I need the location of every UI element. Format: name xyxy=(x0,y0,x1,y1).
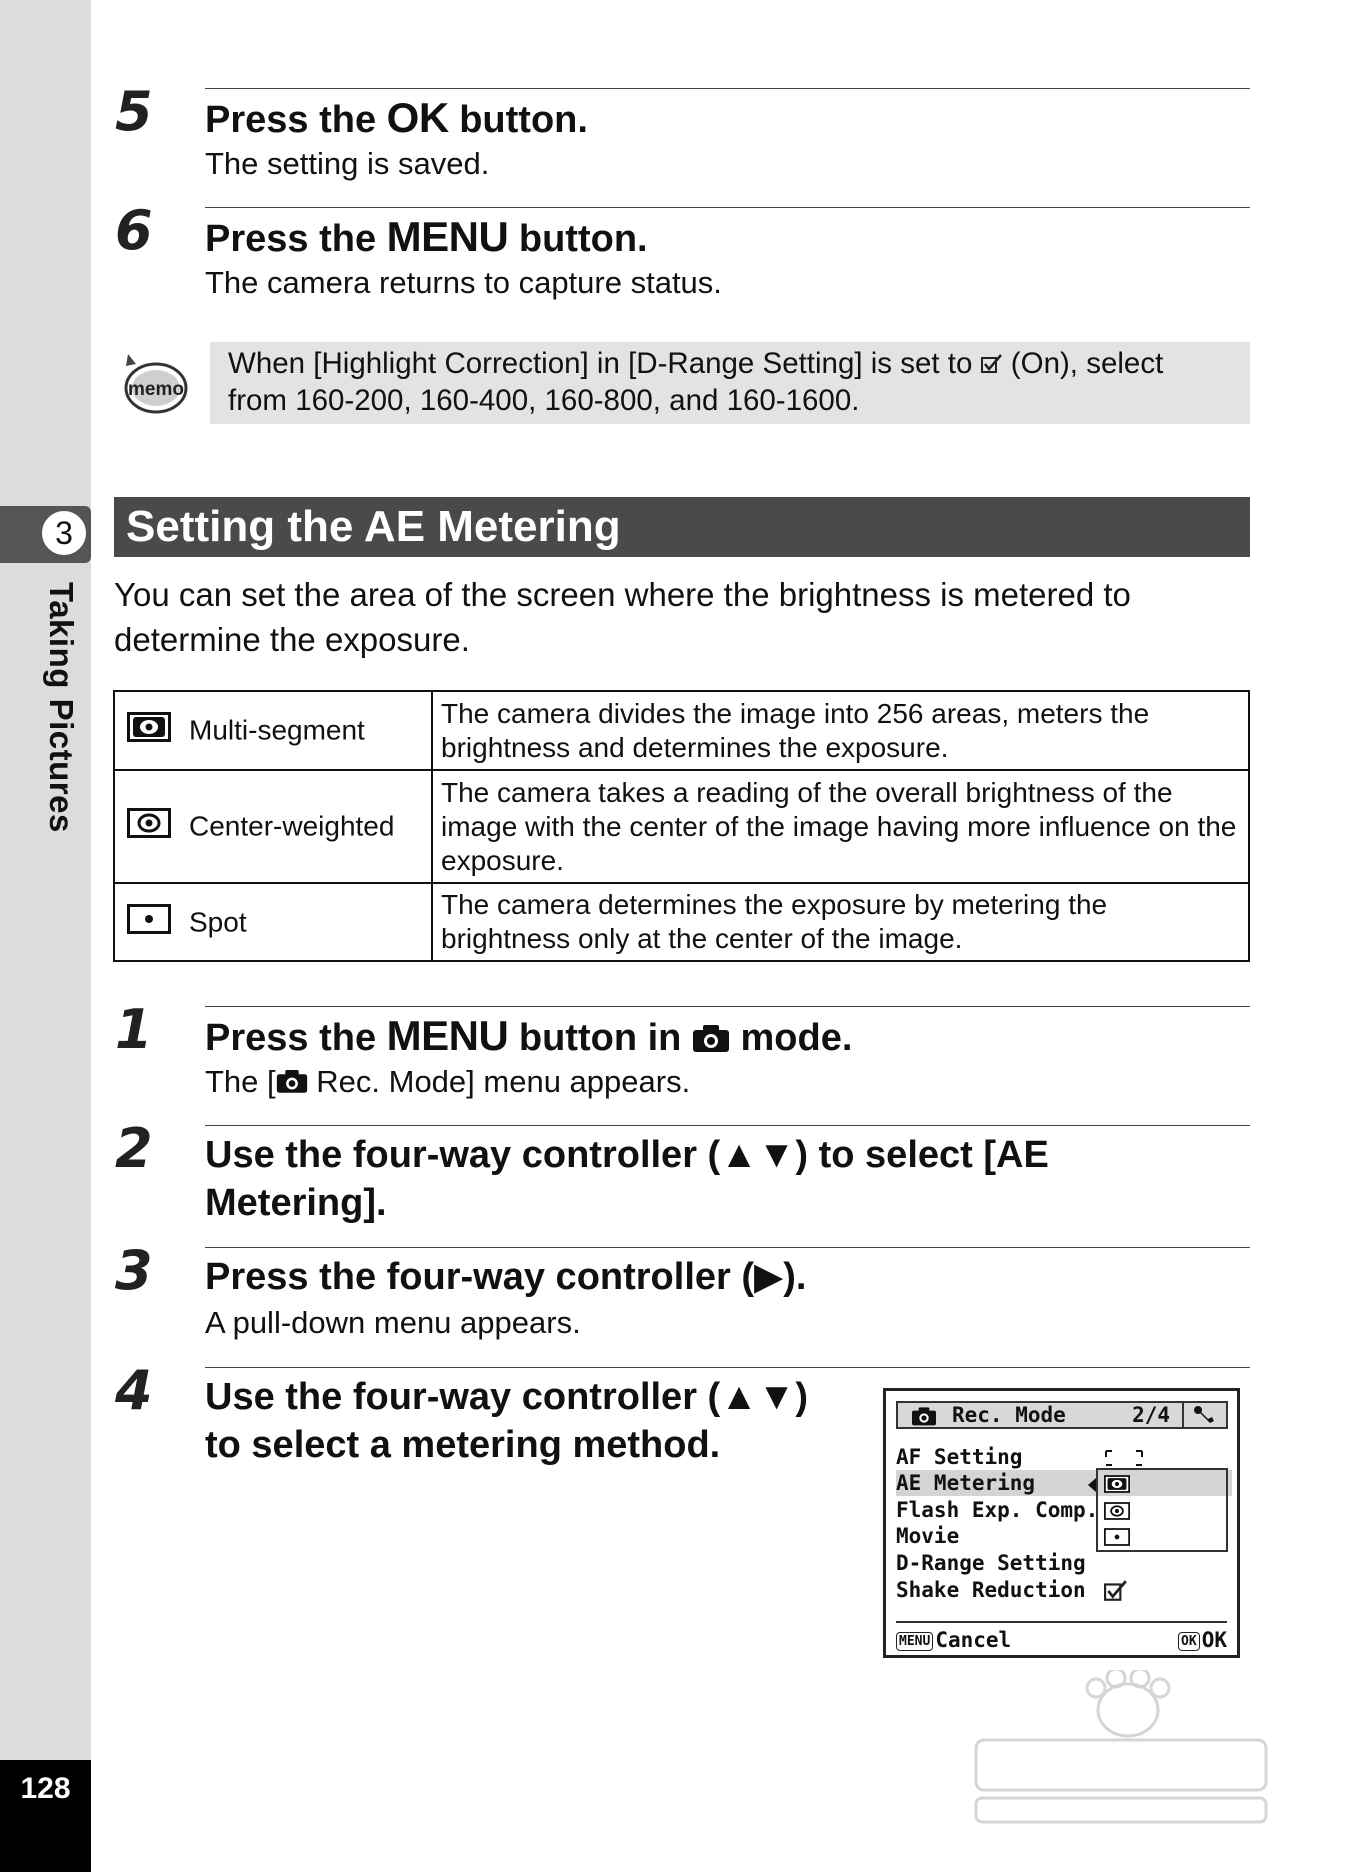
step-number: 3 xyxy=(115,1239,153,1302)
memo-text: (On), select xyxy=(1002,347,1164,380)
step-title xyxy=(205,1012,852,1065)
step-title: Press the four-way controller (▶). xyxy=(205,1256,807,1298)
memo-icon xyxy=(118,350,188,416)
menu-item-flash-exp-comp: Flash Exp. Comp. xyxy=(896,1498,1099,1522)
footer-ok-label: OK xyxy=(1201,1628,1227,1652)
checkbox-on-icon xyxy=(1104,1580,1128,1606)
mode-cell xyxy=(114,770,432,883)
step-rule xyxy=(205,1125,1250,1126)
mode-cell xyxy=(114,691,432,770)
memo-note xyxy=(210,342,1250,424)
camera-tab-icon xyxy=(910,1406,938,1430)
step-rule xyxy=(205,207,1250,208)
screen-title: Rec. Mode xyxy=(952,1403,1066,1427)
metering-modes-table xyxy=(113,690,1250,962)
footer-cancel xyxy=(896,1627,1011,1653)
memo-line-2: from 160-200, 160-400, 160-800, and 160-1600. xyxy=(228,384,860,418)
step-title xyxy=(205,94,588,144)
step-number: 5 xyxy=(115,80,153,143)
step-title-text: Press the xyxy=(205,218,387,260)
menu-item-d-range-setting: D-Range Setting xyxy=(896,1551,1086,1575)
section-title: Setting the AE Metering xyxy=(114,497,1250,557)
step-title-text: mode. xyxy=(729,1017,853,1059)
checkbox-on-icon xyxy=(981,347,1003,383)
step-title xyxy=(205,1373,808,1469)
step-title-line: to select a metering method. xyxy=(205,1424,721,1466)
step-subtitle-text: The [ xyxy=(205,1064,276,1099)
pulldown-arrow-icon xyxy=(1088,1477,1096,1496)
memo-text: When [Highlight Correction] in [D-Range Setting] is set to xyxy=(228,347,981,380)
svg-text:memo: memo xyxy=(128,379,184,400)
table-row xyxy=(114,691,1249,770)
spot-metering-icon xyxy=(127,904,171,941)
step-subtitle: The setting is saved. xyxy=(205,146,490,181)
camera-menu-screen xyxy=(883,1388,1240,1658)
menu-item-shake-reduction: Shake Reduction xyxy=(896,1578,1086,1602)
mode-label: Multi-segment xyxy=(189,714,365,746)
step-title xyxy=(205,1131,1049,1227)
multi-segment-metering-icon xyxy=(1104,1475,1130,1497)
table-row xyxy=(114,883,1249,961)
ok-key-label: OK xyxy=(386,94,449,141)
camera-mode-icon xyxy=(276,1066,308,1102)
multi-segment-metering-icon xyxy=(127,712,171,749)
step-rule xyxy=(205,1006,1250,1007)
step-subtitle-text: Rec. Mode] menu appears. xyxy=(307,1064,691,1099)
footer-cancel-label: Cancel xyxy=(935,1628,1012,1652)
step-5 xyxy=(115,80,1250,188)
menu-item-ae-metering: AE Metering xyxy=(896,1471,1036,1495)
footer-ok xyxy=(1178,1627,1227,1653)
step-title-line: Metering]. xyxy=(205,1182,387,1224)
step-rule xyxy=(205,1247,1250,1248)
mode-description: The camera determines the exposure by metering the brightness only at the center of the image. xyxy=(432,883,1249,961)
step-rule xyxy=(205,88,1250,89)
ok-key-icon: OK xyxy=(1178,1632,1200,1651)
step-6 xyxy=(115,199,1250,307)
baidu-watermark-logo xyxy=(968,1670,1278,1830)
step-subtitle: The camera returns to capture status. xyxy=(205,265,722,300)
sidebar xyxy=(0,0,91,1872)
spot-metering-icon xyxy=(1104,1528,1130,1550)
center-weighted-metering-icon xyxy=(127,808,171,845)
step-title-line: Use the four-way controller (▲▼) to select [AE xyxy=(205,1134,1049,1176)
menu-item-movie: Movie xyxy=(896,1524,960,1548)
step-number: 2 xyxy=(115,1117,153,1180)
step-number: 4 xyxy=(115,1359,153,1422)
menu-key-label: MENU xyxy=(386,1012,509,1059)
chapter-title: Taking Pictures xyxy=(43,582,80,833)
step-title-text: Press the xyxy=(205,1017,387,1059)
step-rule xyxy=(205,1367,1250,1368)
camera-mode-icon xyxy=(692,1017,730,1065)
screen-separator xyxy=(896,1621,1227,1623)
screen-header xyxy=(896,1401,1184,1429)
step-title xyxy=(205,213,648,263)
af-frame-icon xyxy=(1104,1449,1144,1471)
step-number: 6 xyxy=(115,199,153,262)
step-subtitle: A pull-down menu appears. xyxy=(205,1305,581,1340)
screen-page: 2/4 xyxy=(1132,1403,1170,1427)
wrench-icon xyxy=(1182,1401,1228,1429)
mode-description: The camera divides the image into 256 areas, meters the brightness and determines the exposure. xyxy=(432,691,1249,770)
step-title-text: Press the xyxy=(205,99,387,141)
page-number: 128 xyxy=(20,1772,71,1805)
section-intro: You can set the area of the screen where the brightness is metered to determine the exposure. xyxy=(114,576,1131,658)
mode-cell xyxy=(114,883,432,961)
memo-line-1 xyxy=(228,346,1232,383)
table-row xyxy=(114,770,1249,883)
mode-label: Center-weighted xyxy=(189,810,395,842)
step-title-text: button in xyxy=(508,1017,692,1059)
menu-key-icon: MENU xyxy=(896,1632,933,1651)
mode-label: Spot xyxy=(189,906,247,937)
step-subtitle xyxy=(205,1064,690,1102)
step-1 xyxy=(115,998,1250,1116)
center-weighted-metering-icon xyxy=(1104,1502,1130,1524)
step-number: 1 xyxy=(115,998,153,1061)
step-3 xyxy=(115,1239,1250,1347)
menu-key-label: MENU xyxy=(386,213,509,260)
step-title-text: button. xyxy=(448,99,588,141)
menu-item-af-setting: AF Setting xyxy=(896,1445,1023,1469)
step-title-line: Use the four-way controller (▲▼) xyxy=(205,1376,809,1418)
step-2 xyxy=(115,1117,1250,1235)
step-title-text: button. xyxy=(508,218,648,260)
mode-description: The camera takes a reading of the overall brightness of the image with the center of the image having more influence on the exposure. xyxy=(432,770,1249,883)
chapter-number: 3 xyxy=(39,508,89,558)
